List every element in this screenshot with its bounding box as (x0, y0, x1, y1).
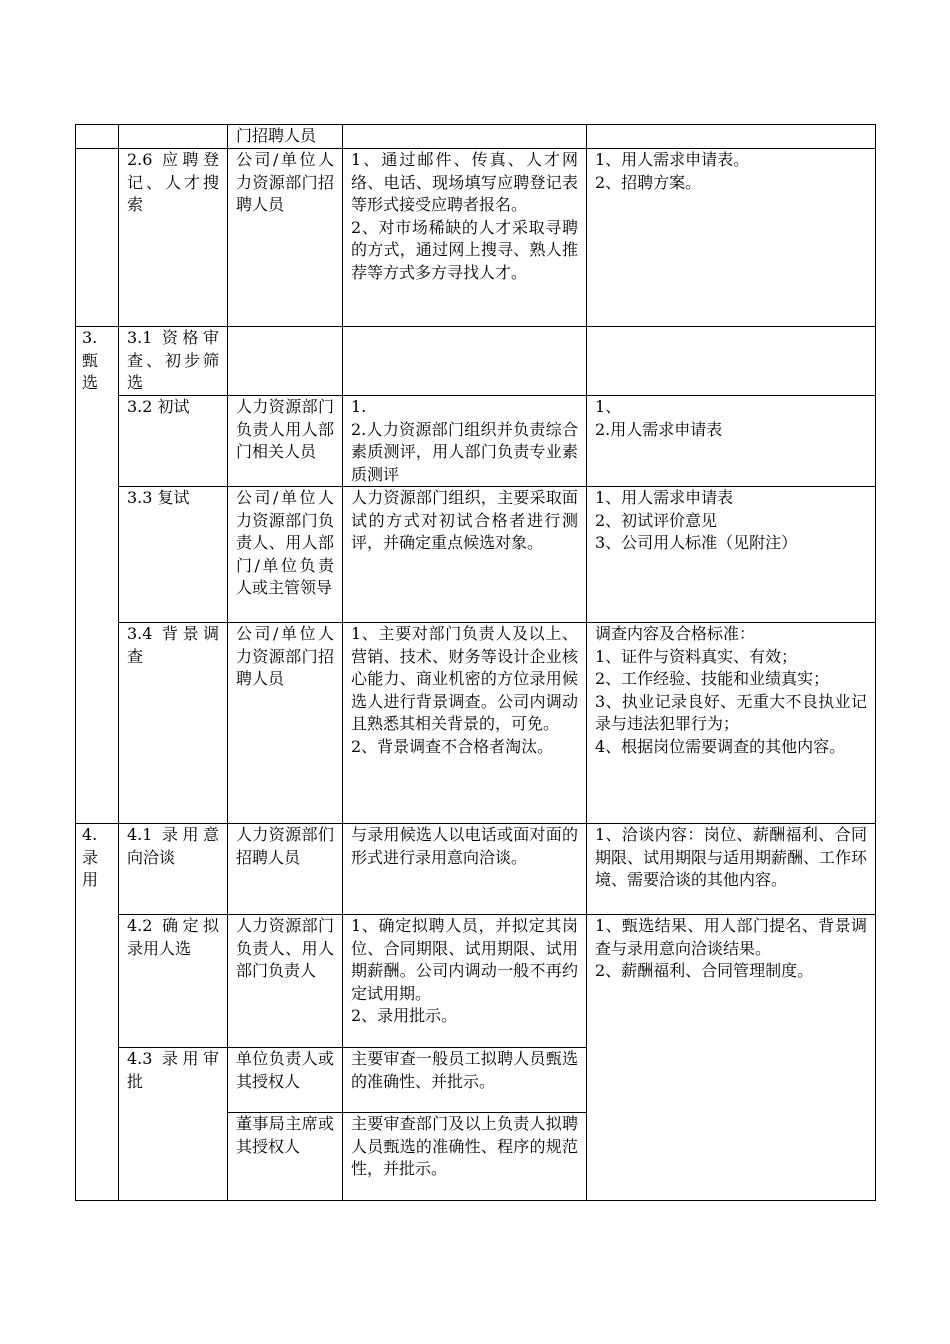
content-cell: 1、通过邮件、传真、人才网络、电话、现场填写应聘登记表等形式接受应聘者报名。 2、对市场稀缺的人才采取寻聘的方式，通过网上搜寻、熟人推荐等方式多方寻找人才。 (343, 149, 587, 327)
person-cell: 门招聘人员 (228, 125, 343, 149)
substep-cell: 3.2 初试 (119, 396, 228, 487)
table-row (76, 487, 876, 623)
content-cell (343, 327, 587, 396)
table-row (76, 623, 876, 824)
basis-cell (587, 125, 876, 149)
substep-cell: 4.1 录用意向洽谈 (119, 824, 228, 915)
table-row (76, 327, 876, 396)
basis-cell: 1、 2.用人需求申请表 (587, 396, 876, 487)
person-cell: 人力资源部门负责人用人部门相关人员 (228, 396, 343, 487)
table-row (76, 396, 876, 487)
step-cell (76, 125, 119, 149)
basis-cell: 1、甄选结果、用人部门提名、背景调查与录用意向洽谈结果。 2、薪酬福利、合同管理制度。 (587, 915, 876, 1201)
table-row (76, 915, 876, 1048)
step-cell (76, 149, 119, 327)
content-cell: 1. 2.人力资源部门组织并负责综合素质测评，用人部门负责专业素质测评 (343, 396, 587, 487)
content-cell: 主要审查部门及以上负责人拟聘人员甄选的准确性、程序的规范性，并批示。 (343, 1113, 587, 1201)
basis-cell: 1、用人需求申请表 2、初试评价意见 3、公司用人标准（见附注） (587, 487, 876, 623)
substep-cell: 2.6 应聘登记、人才搜索 (119, 149, 228, 327)
content-cell (343, 125, 587, 149)
table-row (76, 149, 876, 327)
substep-cell: 4.3 录用审批 (119, 1048, 228, 1201)
table-row (76, 824, 876, 915)
basis-cell: 1、洽谈内容：岗位、薪酬福利、合同期限、试用期限与适用期薪酬、工作环境、需要洽谈的其他内容。 (587, 824, 876, 915)
person-cell (228, 327, 343, 396)
basis-cell: 调查内容及合格标准： 1、证件与资料真实、有效； 2、工作经验、技能和业绩真实； 3、执业记录良好、无重大不良执业记录与违法犯罪行为； 4、根据岗位需要调查的其他内容。 (587, 623, 876, 824)
substep-cell: 3.1 资格审查、初步筛选 (119, 327, 228, 396)
recruitment-process-table (75, 124, 876, 1201)
person-cell: 人力资源部们招聘人员 (228, 824, 343, 915)
substep-cell: 4.2 确定拟录用人选 (119, 915, 228, 1048)
substep-cell: 3.4 背景调查 (119, 623, 228, 824)
substep-cell: 3.3 复试 (119, 487, 228, 623)
person-cell: 人力资源部门负责人、用人部门负责人 (228, 915, 343, 1048)
person-cell: 公司/单位人力资源部门负责人、用人部门/单位负责人或主管领导 (228, 487, 343, 623)
person-cell: 单位负责人或其授权人 (228, 1048, 343, 1113)
person-cell: 公司/单位人力资源部门招聘人员 (228, 623, 343, 824)
substep-cell (119, 125, 228, 149)
basis-cell (587, 327, 876, 396)
content-cell: 人力资源部门组织，主要采取面试的方式对初试合格者进行测评，并确定重点候选对象。 (343, 487, 587, 623)
content-cell: 1、确定拟聘人员，并拟定其岗位、合同期限、试用期限、试用期薪酬。公司内调动一般不再约定试用期。 2、录用批示。 (343, 915, 587, 1048)
step-cell: 4.录用 (76, 824, 119, 1201)
content-cell: 1、主要对部门负责人及以上、营销、技术、财务等设计企业核心能力、商业机密的方位录用候选人进行背景调查。公司内调动且熟悉其相关背景的，可免。 2、背景调查不合格者淘汰。 (343, 623, 587, 824)
content-cell: 与录用候选人以电话或面对面的形式进行录用意向洽谈。 (343, 824, 587, 915)
person-cell: 公司/单位人力资源部门招聘人员 (228, 149, 343, 327)
step-cell: 3.甄选 (76, 327, 119, 824)
basis-cell: 1、用人需求申请表。 2、招聘方案。 (587, 149, 876, 327)
content-cell: 主要审查一般员工拟聘人员甄选的准确性、并批示。 (343, 1048, 587, 1113)
person-cell: 董事局主席或其授权人 (228, 1113, 343, 1201)
table-row (76, 125, 876, 149)
